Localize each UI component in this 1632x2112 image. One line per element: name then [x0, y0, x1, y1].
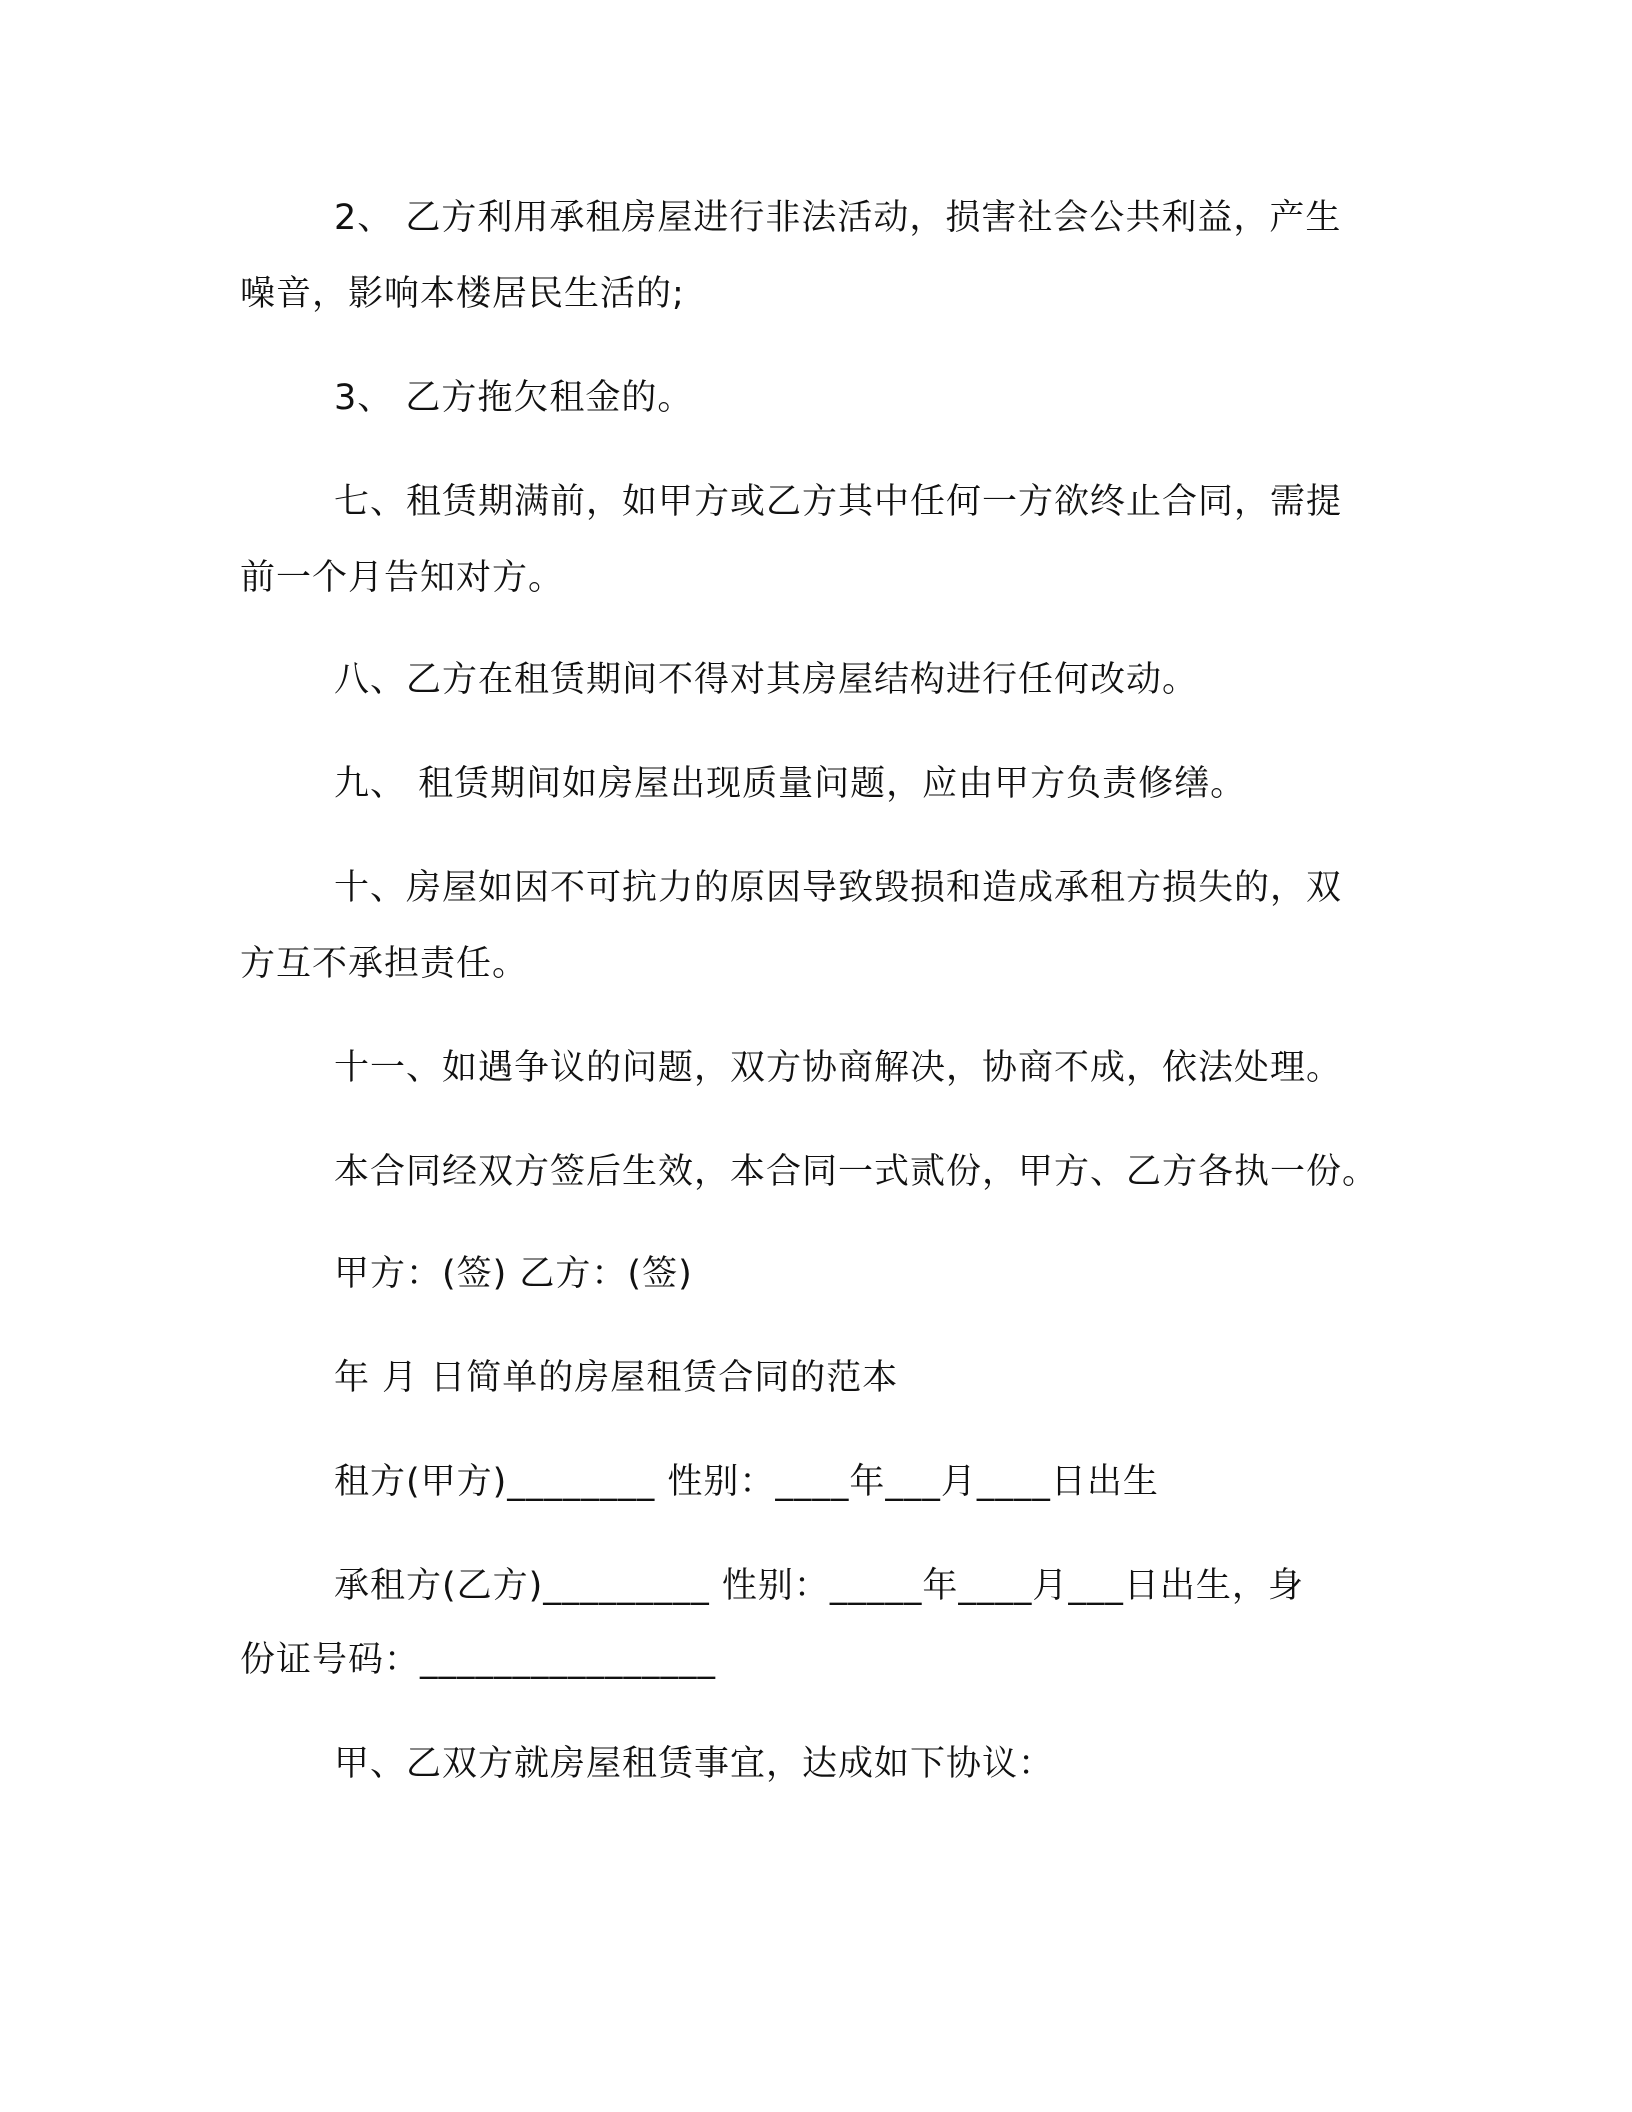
clause-2-line-1: 2、 乙方利用承租房屋进行非法活动，损害社会公共利益，产生 — [334, 198, 1342, 238]
contract-effect-statement: 本合同经双方签后生效，本合同一式贰份，甲方、乙方各执一份。 — [334, 1152, 1379, 1192]
clause-10-line-2: 方互不承担责任。 — [240, 944, 529, 984]
clause-3: 3、 乙方拖欠租金的。 — [334, 378, 694, 418]
date-and-template-title: 年 月 日简单的房屋租赁合同的范本 — [334, 1358, 899, 1398]
clause-9: 九、 租赁期间如房屋出现质量问题，应由甲方负责修缮。 — [334, 764, 1247, 804]
lessor-info-line: 租方(甲方)________ 性别：____年___月____日出生 — [334, 1462, 1159, 1502]
lessee-id-number-line: 份证号码：________________ — [240, 1640, 717, 1680]
signature-line: 甲方：(签) 乙方：(签) — [334, 1254, 693, 1294]
clause-7-line-1: 七、租赁期满前，如甲方或乙方其中任何一方欲终止合同，需提 — [334, 482, 1343, 522]
clause-11: 十一、如遇争议的问题，双方协商解决，协商不成，依法处理。 — [334, 1048, 1343, 1088]
clause-10-line-1: 十、房屋如因不可抗力的原因导致毁损和造成承租方损失的，双 — [334, 868, 1343, 908]
clause-8: 八、乙方在租赁期间不得对其房屋结构进行任何改动。 — [334, 660, 1199, 700]
clause-7-line-2: 前一个月告知对方。 — [240, 558, 565, 598]
agreement-intro: 甲、乙双方就房屋租赁事宜，达成如下协议： — [334, 1744, 1055, 1784]
clause-2-line-2: 噪音，影响本楼居民生活的; — [240, 274, 685, 314]
lessee-info-line-1: 承租方(乙方)_________ 性别：_____年____月___日出生，身 — [334, 1566, 1304, 1606]
